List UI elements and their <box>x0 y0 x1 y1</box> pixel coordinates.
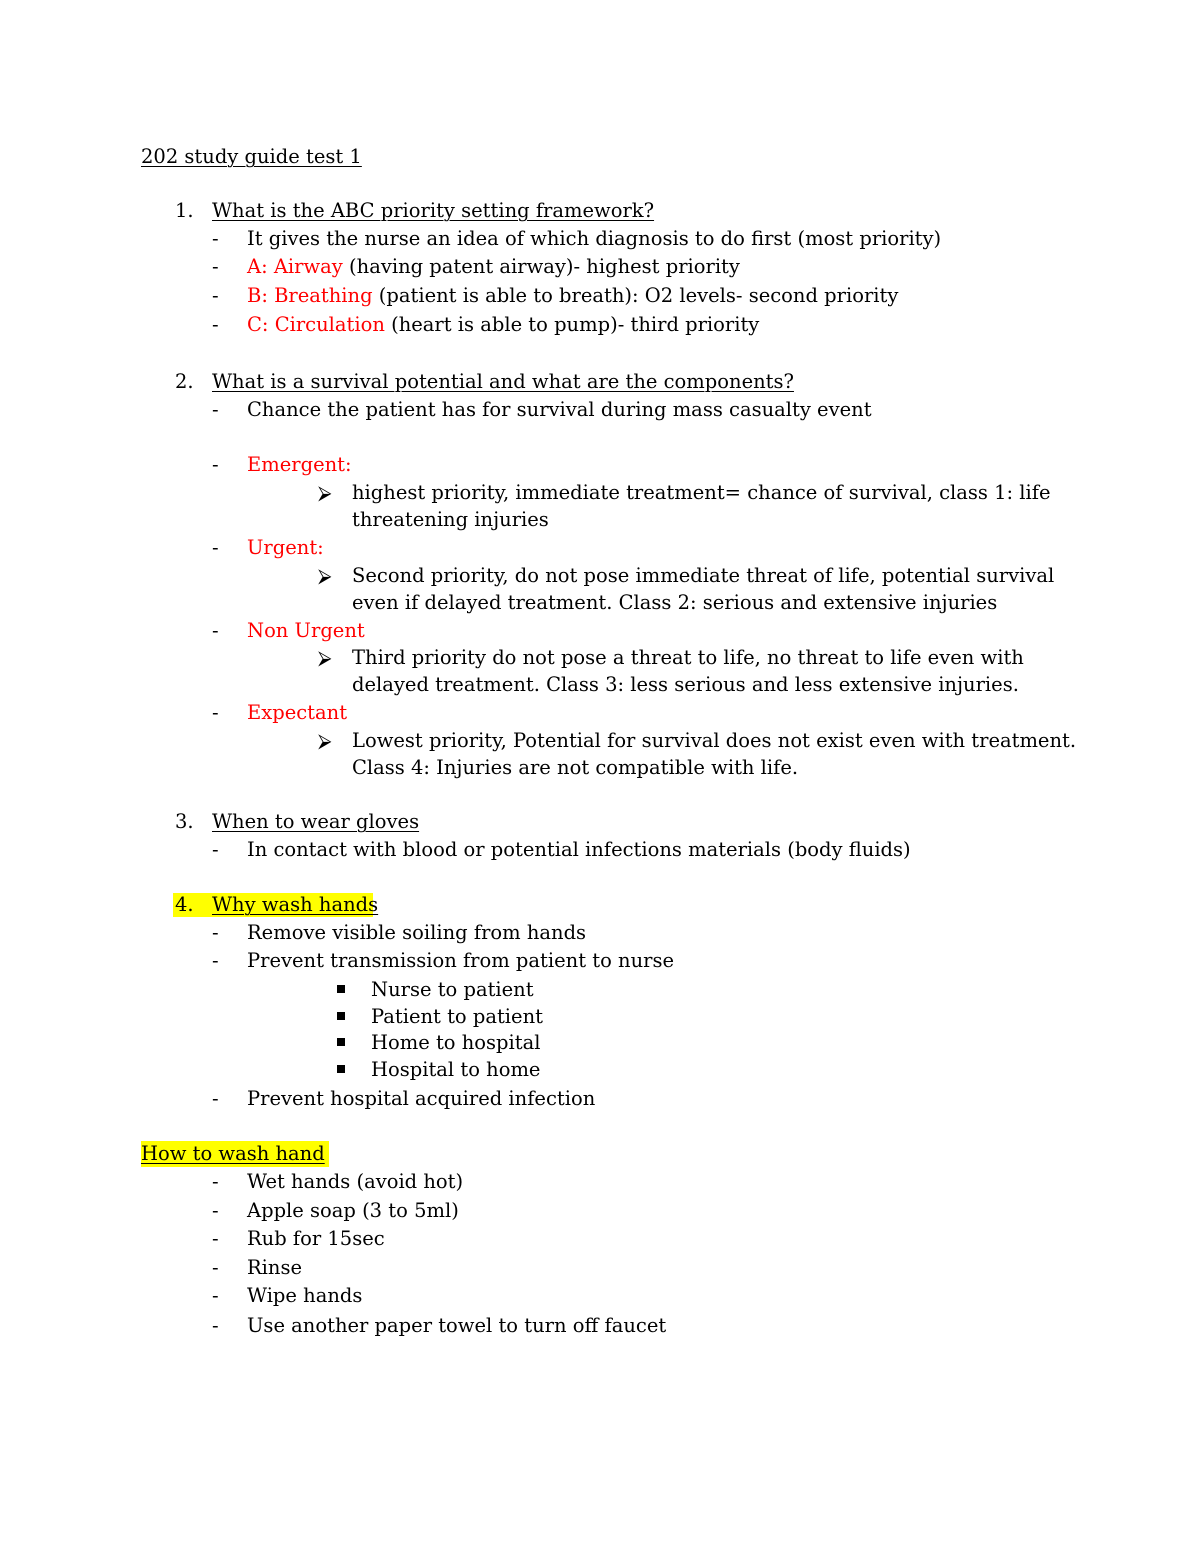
square-bullet-icon <box>337 985 345 993</box>
square-bullet-icon <box>337 1012 345 1020</box>
item-text: Prevent hospital acquired infection <box>247 1087 596 1110</box>
dash-bullet: - <box>212 921 219 944</box>
item-text: Remove visible soiling from hands <box>247 921 587 944</box>
square-bullet-icon <box>337 1065 345 1073</box>
dash-bullet: - <box>212 284 219 307</box>
square-bullet-icon <box>337 1038 345 1046</box>
item-text: threatening injuries <box>352 508 549 531</box>
item-text: (patient is able to breath): O2 levels- second priority <box>372 284 899 307</box>
dash-bullet: - <box>212 1199 219 1222</box>
category-label: Urgent: <box>247 536 324 559</box>
arrow-bullet-icon: ⮚ <box>318 730 332 752</box>
arrow-bullet-icon: ⮚ <box>318 482 332 504</box>
item-text: even if delayed treatment. Class 2: serious and extensive injuries <box>352 591 998 614</box>
dash-bullet: - <box>212 701 219 724</box>
step-text: Use another paper towel to turn off faucet <box>247 1314 667 1337</box>
dash-bullet: - <box>212 1284 219 1307</box>
item-text: delayed treatment. Class 3: less serious and less extensive injuries. <box>352 673 1019 696</box>
category-label: Expectant <box>247 701 348 724</box>
step-text: Wet hands (avoid hot) <box>247 1170 464 1193</box>
step-text: Rinse <box>247 1256 303 1279</box>
dash-bullet: - <box>212 619 219 642</box>
item-text: Third priority do not pose a threat to life, no threat to life even with <box>352 646 1024 669</box>
item-text: Chance the patient has for survival during mass casualty event <box>247 398 872 421</box>
category-label: Non Urgent <box>247 619 365 642</box>
dash-bullet: - <box>212 949 219 972</box>
question-number: 4. <box>175 893 194 916</box>
item-text: Prevent transmission from patient to nurse <box>247 949 675 972</box>
step-text: Wipe hands <box>247 1284 363 1307</box>
item-text: (having patent airway)- highest priority <box>342 255 740 278</box>
question-number: 3. <box>175 810 194 833</box>
arrow-bullet-icon: ⮚ <box>318 565 332 587</box>
item-text: It gives the nurse an idea of which diagnosis to do first (most priority) <box>247 227 942 250</box>
dash-bullet: - <box>212 227 219 250</box>
dash-bullet: - <box>212 313 219 336</box>
question-heading: What is the ABC priority setting framework? <box>212 199 655 222</box>
term-label: B: Breathing <box>247 284 373 307</box>
dash-bullet: - <box>212 398 219 421</box>
arrow-bullet-icon: ⮚ <box>318 647 332 669</box>
question-heading: What is a survival potential and what are the components? <box>212 370 794 393</box>
dash-bullet: - <box>212 1256 219 1279</box>
dash-bullet: - <box>212 1314 219 1337</box>
dash-bullet: - <box>212 255 219 278</box>
category-label: Emergent: <box>247 453 352 476</box>
term-label: C: Circulation <box>247 313 385 336</box>
dash-bullet: - <box>212 453 219 476</box>
item-text: In contact with blood or potential infections materials (body fluids) <box>247 838 911 861</box>
step-text: Apple soap (3 to 5ml) <box>247 1199 459 1222</box>
section-heading: How to wash hand <box>141 1141 329 1167</box>
item-text: Hospital to home <box>371 1058 541 1081</box>
question-heading: When to wear gloves <box>212 810 420 833</box>
item-text: Class 4: Injuries are not compatible with life. <box>352 756 799 779</box>
item-text: Patient to patient <box>371 1005 543 1028</box>
item-text: Nurse to patient <box>371 978 534 1001</box>
dash-bullet: - <box>212 1227 219 1250</box>
dash-bullet: - <box>212 1170 219 1193</box>
step-text: Rub for 15sec <box>247 1227 385 1250</box>
dash-bullet: - <box>212 838 219 861</box>
doc-title: 202 study guide test 1 <box>141 145 362 168</box>
item-text: highest priority, immediate treatment= chance of survival, class 1: life <box>352 481 1051 504</box>
item-text: Lowest priority, Potential for survival does not exist even with treatment. <box>352 729 1077 752</box>
item-text: Second priority, do not pose immediate threat of life, potential survival <box>352 564 1055 587</box>
dash-bullet: - <box>212 1087 219 1110</box>
item-text: (heart is able to pump)- third priority <box>384 313 760 336</box>
item-text: Home to hospital <box>371 1031 541 1054</box>
question-number: 1. <box>175 199 194 222</box>
question-number: 2. <box>175 370 194 393</box>
term-label: A: Airway <box>247 255 343 278</box>
question-heading: Why wash hands <box>212 893 379 916</box>
dash-bullet: - <box>212 536 219 559</box>
